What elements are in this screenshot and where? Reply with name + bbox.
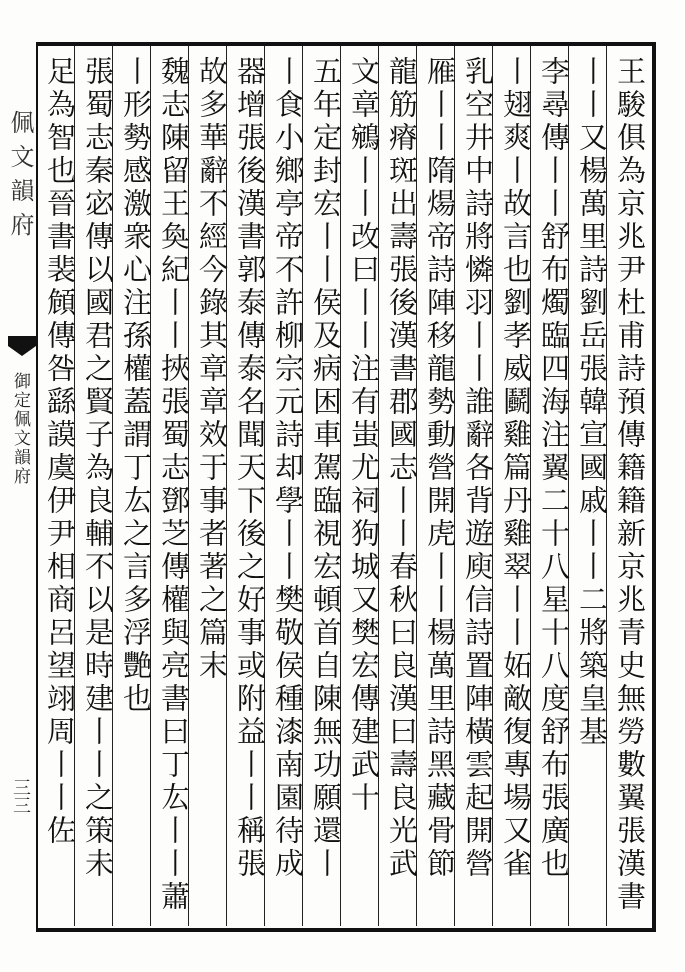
text-column-1: 王駿俱為京兆尹杜甫詩預傳籍籍新京兆青史無勞數翼張漢書 [613,56,647,914]
text-column-7: 龍筋瘠斑出壽張後漢書郡國志丨丨春秋曰良漢曰壽良光武 [385,56,419,881]
text-column-11: 器增張後漢書郭泰傳泰名聞天下後之好事或附益丨丨稱張 [233,56,267,881]
text-column-2: 丨丨又楊萬里詩劉岳張韓宣國戚丨丨二將築皇基 [575,56,609,749]
text-column-9: 五年定封宏丨丨侯及病困車駕臨視宏頓首自陳無功願還丨 [309,56,343,881]
text-column-14: 丨形勢感激衆心注孫權蓋謂丁厷之言多浮艷也 [119,56,153,716]
text-column-13: 魏志陳留王奐紀丨丨挾張蜀志鄧芝傳權與亮書曰丁厷丨丨蕭 [157,56,191,914]
text-column-6: 雁丨丨隋煬帝詩陣移龍勢動營開虎丨丨楊萬里詩黑藏骨節 [423,56,457,881]
margin-book-title: 佩文韻府 [6,110,34,246]
text-column-12: 故多華辭不經今錄其章章效于事者著之篇末 [195,56,229,683]
text-column-10: 丨食小鄉亭帝不許柳宗元詩却學丨丨樊敬侯種漆南園待成 [271,56,305,881]
margin-book-name: 御定佩文韻府 [10,372,30,486]
text-column-4: 丨翅爽丨故言也劉孝威鬬雞篇丹雞翠丨丨妬敵復專場又雀 [499,56,533,881]
fishtail-mark-icon [8,336,36,358]
frame-left-border [36,42,38,932]
fore-edge-margin [2,50,36,920]
frame-right-border [652,42,656,932]
frame-bottom-border [36,928,655,932]
text-column-15: 張蜀志秦宓傳以國君之賢子為良輔不以是時建丨丨之策未 [81,56,115,881]
frame-top-border [36,42,655,46]
text-column-16: 足為智也晉書裴頠傳咎繇謨虞伊尹相商呂望翊周丨丨佐 [43,56,77,848]
text-column-8: 文章鵷丨丨改曰丨丨注有蚩尤祠狗城又樊宏傳建武十 [347,56,381,815]
text-column-5: 乳空井中詩將憐羽丨丨誰辭各背遊庾信詩置陣橫雲起開營 [461,56,495,881]
margin-page-number: 三三 [10,778,31,814]
text-column-3: 李尋傳丨丨舒布燭臨四海注翼二十八星十八度舒布張廣也 [537,56,571,881]
